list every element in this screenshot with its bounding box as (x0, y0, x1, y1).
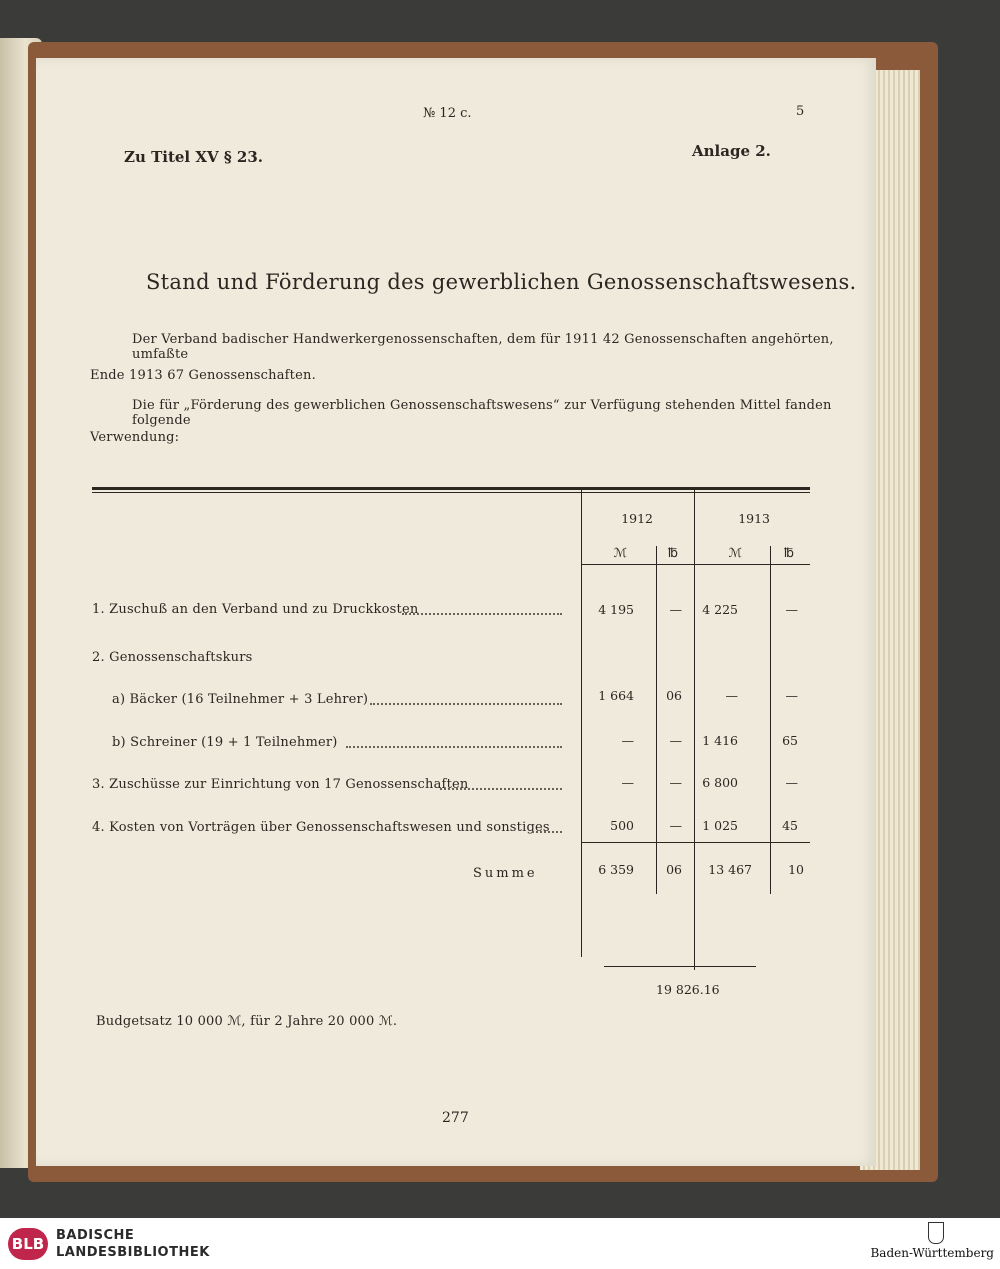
unit-mark-1913: ℳ (728, 545, 742, 560)
blb-logo-icon[interactable]: BLB (8, 1228, 48, 1260)
table-cell: — (785, 688, 798, 703)
table-cell: 4 195 (598, 602, 634, 617)
table-sum-rule (581, 842, 810, 843)
library-name-line-2: LANDESBIBLIOTHEK (56, 1245, 210, 1260)
unit-mark-1912: ℳ (613, 545, 627, 560)
coat-of-arms-icon (928, 1222, 944, 1244)
table-cell: — (621, 775, 634, 790)
page-number-bottom: 277 (442, 1110, 469, 1126)
leader-dots (346, 746, 562, 748)
sum-cell: 06 (666, 862, 682, 877)
table-cell: 1 416 (702, 733, 738, 748)
header-1913: 1913 (738, 511, 770, 526)
grand-total: 19 826.16 (656, 982, 720, 997)
sum-cell: 10 (788, 862, 804, 877)
grand-total-rule (604, 966, 756, 967)
table-cell: — (669, 775, 682, 790)
table-row-label: 1. Zuschuß an den Verband und zu Druckkosten (92, 602, 419, 617)
budget-note: Budgetsatz 10 000 ℳ, für 2 Jahre 20 000 ℳ. (96, 1014, 398, 1029)
paragraph-2-line-2: Verwendung: (90, 430, 180, 445)
annex-label: Anlage 2. (692, 142, 771, 160)
table-cell: — (785, 602, 798, 617)
title-reference: Zu Titel XV § 23. (124, 148, 263, 166)
table-cell: 06 (666, 688, 682, 703)
page-number-top: 5 (796, 104, 805, 119)
table-row-label: 4. Kosten von Vorträgen über Genossenschaftswesen und sonstiges (92, 820, 550, 835)
table-cell: 6 800 (702, 775, 738, 790)
table-divider-years (694, 490, 695, 970)
table-row-label: 3. Zuschüsse zur Einrichtung von 17 Genossenschaften (92, 777, 469, 792)
table-row-label: b) Schreiner (19 + 1 Teilnehmer) (112, 735, 338, 750)
leader-dots (370, 703, 562, 705)
table-cell: 1 025 (702, 818, 738, 833)
library-footer (0, 1218, 1000, 1269)
page-heading: Stand und Förderung des gewerblichen Genossenschaftswesens. (146, 270, 857, 294)
unit-pfennig-1912: ℔ (667, 545, 678, 560)
table-cell: — (621, 733, 634, 748)
table-divider-label (581, 490, 582, 957)
table-cell: 1 664 (598, 688, 634, 703)
leader-dots (402, 613, 562, 615)
paragraph-2-line-1: Die für „Förderung des gewerblichen Genossenschaftswesens“ zur Verfügung stehenden Mittel fanden folgende (132, 398, 832, 428)
table-row-label: 2. Genossenschaftskurs (92, 650, 253, 665)
table-cell: — (785, 775, 798, 790)
sum-cell: 6 359 (598, 862, 634, 877)
table-header-rule (581, 564, 810, 565)
table-cell: 4 225 (702, 602, 738, 617)
sum-label: Summe (473, 866, 538, 881)
table-row-label: a) Bäcker (16 Teilnehmer + 3 Lehrer) (112, 692, 369, 707)
state-label[interactable]: Baden-Württemberg (870, 1246, 994, 1260)
table-top-rule (92, 487, 810, 490)
table-cell: — (669, 733, 682, 748)
table-cell: — (725, 688, 738, 703)
header-1912: 1912 (621, 511, 653, 526)
library-name-line-1: BADISCHE (56, 1228, 135, 1243)
table-cell: 45 (782, 818, 798, 833)
table-top-rule-thin (92, 492, 810, 493)
leader-dots (532, 831, 562, 833)
table-cell: — (669, 602, 682, 617)
paragraph-1-line-1: Der Verband badischer Handwerkergenossenschaften, dem für 1911 42 Genossenschaften angehörten, umfaßte (132, 332, 834, 362)
sum-cell: 13 467 (708, 862, 752, 877)
table-cell: — (669, 818, 682, 833)
document-page (36, 58, 876, 1166)
paragraph-1-line-2: Ende 1913 67 Genossenschaften. (90, 368, 316, 383)
table-cell: 500 (610, 818, 634, 833)
unit-pfennig-1913: ℔ (783, 545, 794, 560)
library-name[interactable] (56, 1227, 210, 1261)
document-number: № 12 c. (423, 106, 472, 121)
leader-dots (440, 788, 562, 790)
table-cell: 65 (782, 733, 798, 748)
